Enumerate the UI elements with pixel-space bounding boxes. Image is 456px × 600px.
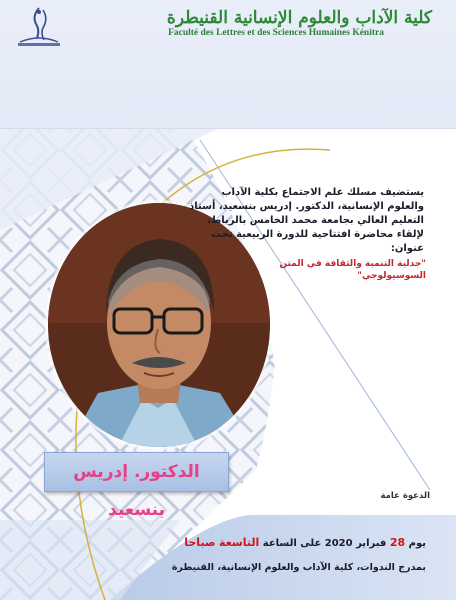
lecture-title: "جدلية التنمية والثقافة في المتن السوسيولوجي" [279,259,426,281]
faculty-name-arabic: كلية الآداب والعلوم الإنسانية القنيطرة [166,8,432,28]
time-period: صباحا [184,536,216,549]
time-hour: التاسعة [219,536,260,549]
date-rest: فبراير 2020 على الساعة [262,538,387,549]
date-line [120,536,426,549]
date-day: 28 [389,536,406,549]
public-invitation-label: الدعوة عامة [380,491,430,501]
header [0,0,456,129]
venue-line: بمدرج الندوات، كلية الآداب والعلوم الإنسانية، القنيطرة [171,562,426,573]
university-logo-icon [10,4,68,50]
speaker-name: الدكتور. إدريس بنسعيد [73,462,200,520]
date-prefix: يوم [408,538,426,549]
faculty-name-french: Faculté des Lettres et des Sciences Humaines Kénitra [168,28,384,38]
speaker-name-banner [44,452,229,520]
invitation-intro: يستضيف مسلك علم الاجتماع بكلية الآداب والعلوم الإنسانية، الدكتور. إدريس بنسعيد، أستاذ التعليم العالي بجامعة محمد الخامس بالرباط، لإلقاء محاضرة افتتاحية للدورة الربيعية تحت عنوان: [189,187,424,254]
